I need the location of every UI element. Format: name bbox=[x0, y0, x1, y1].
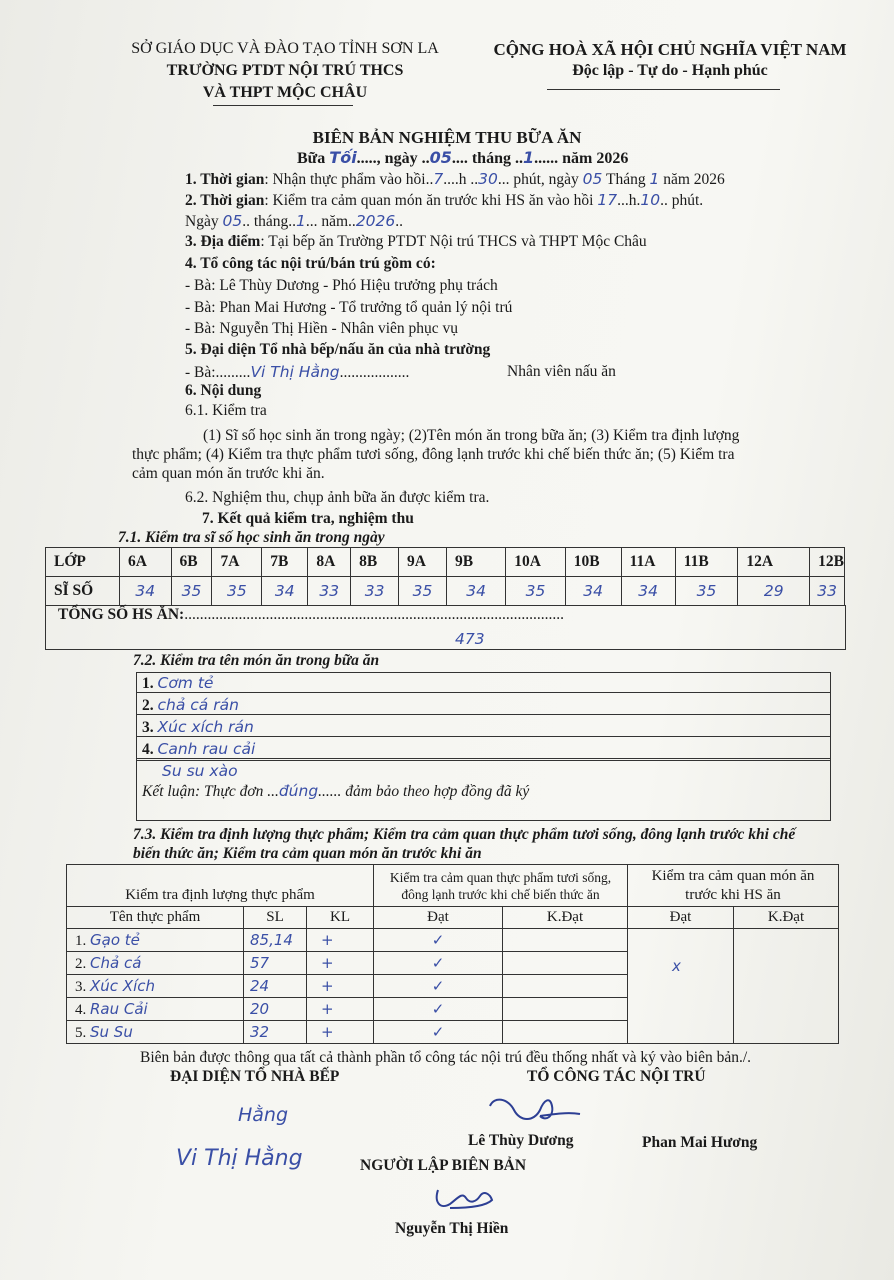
class-header: 11A bbox=[621, 548, 675, 577]
food-kl: + bbox=[307, 952, 374, 975]
class-count: 33 bbox=[308, 577, 351, 606]
board-title: TỔ CÔNG TÁC NỘI TRÚ bbox=[527, 1068, 706, 1085]
member-2: - Bà: Phan Mai Hương - Tổ trưởng tổ quản lý nội trú bbox=[185, 299, 513, 316]
section-7-1: 7.1. Kiểm tra sĩ số học sinh ăn trong ngày bbox=[118, 529, 385, 546]
food-name: 3. Xúc Xích bbox=[67, 975, 244, 998]
section-4-title: 4. Tổ công tác nội trú/bán trú gồm có: bbox=[185, 255, 436, 272]
class-header: 10B bbox=[565, 548, 621, 577]
signature-1-icon bbox=[484, 1092, 584, 1132]
food-pass: ✓ bbox=[374, 929, 503, 952]
col-name: Tên thực phẩm bbox=[67, 907, 244, 929]
food-sl: 85,14 bbox=[244, 929, 307, 952]
dish-row bbox=[136, 760, 830, 761]
class-header: 8B bbox=[351, 548, 399, 577]
food-kl: + bbox=[307, 975, 374, 998]
class-row bbox=[46, 548, 845, 577]
food-fail bbox=[503, 929, 628, 952]
dish-extra: Su su xào bbox=[162, 762, 238, 780]
col-kl: KL bbox=[307, 907, 374, 929]
meal-line: Bữa Tối....., ngày ..05.... tháng ..1...... năm 2026 bbox=[297, 148, 629, 167]
section-2-date: Ngày 05.. tháng..1... năm..2026.. bbox=[185, 212, 404, 230]
dish-row bbox=[136, 672, 830, 693]
kitchen-signature-top: Hằng bbox=[238, 1104, 289, 1126]
section-3: 3. Địa điểm: Tại bếp ăn Trường PTDT Nội trú THCS và THPT Mộc Châu bbox=[185, 233, 647, 250]
kitchen-rep-title: ĐẠI DIỆN TỔ NHÀ BẾP bbox=[170, 1068, 340, 1085]
dish-item: 4. Canh rau cải bbox=[142, 740, 256, 758]
class-header: 9B bbox=[447, 548, 506, 577]
class-header: 6B bbox=[171, 548, 212, 577]
maker-name: Nguyễn Thị Hiền bbox=[395, 1220, 509, 1237]
country-name: CỘNG HOÀ XÃ HỘI CHỦ NGHĨA VIỆT NAM bbox=[493, 40, 847, 59]
section-6-para-1: (1) Sĩ số học sinh ăn trong ngày; (2)Tên món ăn trong bữa ăn; (3) Kiểm tra định lượng bbox=[203, 427, 740, 444]
total-label: TỔNG SỐ HS ĂN:.................................................................................................. bbox=[58, 606, 564, 623]
class-header: 7A bbox=[212, 548, 262, 577]
class-header: 6A bbox=[120, 548, 171, 577]
class-count: 33 bbox=[810, 577, 845, 606]
food-name: 1. Gạo tẻ bbox=[67, 929, 244, 952]
class-count: 35 bbox=[171, 577, 212, 606]
food-kl: + bbox=[307, 998, 374, 1021]
food-kl: + bbox=[307, 1021, 374, 1044]
total-value: 473 bbox=[455, 630, 485, 648]
food-fail bbox=[503, 1021, 628, 1044]
approval-statement: Biên bản được thông qua tất cả thành phần tổ công tác nội trú đều thống nhất và ký vào biên bản./. bbox=[140, 1049, 752, 1066]
meal-month: 1 bbox=[522, 148, 535, 167]
sense-pass: x bbox=[628, 929, 734, 1044]
class-count: 29 bbox=[738, 577, 810, 606]
section-7-3-line1: 7.3. Kiểm tra định lượng thực phẩm; Kiểm tra cảm quan thực phẩm tươi sống, đông lạnh trước khi chế bbox=[133, 826, 796, 843]
class-header: 12A bbox=[738, 548, 810, 577]
dish-conclusion: Kết luận: Thực đơn ...đúng...... đảm bảo theo hợp đồng đã ký bbox=[142, 782, 530, 800]
class-header: 12B bbox=[810, 548, 845, 577]
food-sl: 32 bbox=[244, 1021, 307, 1044]
section-1: 1. Thời gian: Nhận thực phẩm vào hồi..7....h ..30... phút, ngày 05 Tháng 1 năm 2026 bbox=[185, 170, 725, 188]
fresh-header: Kiểm tra cảm quan thực phẩm tươi sống, đông lạnh trước khi chế biến thức ăn bbox=[374, 865, 628, 907]
member-3: - Bà: Nguyễn Thị Hiền - Nhân viên phục vụ bbox=[185, 320, 459, 337]
col-pass: Đạt bbox=[374, 907, 503, 929]
food-name: 5. Su Su bbox=[67, 1021, 244, 1044]
food-kl: + bbox=[307, 929, 374, 952]
section-7-3-line2: biến thức ăn; Kiểm tra cảm quan món ăn trước khi ăn bbox=[133, 845, 482, 862]
country-motto: Độc lập - Tự do - Hạnh phúc bbox=[572, 62, 768, 79]
member-1: - Bà: Lê Thùy Dương - Phó Hiệu trưởng phụ trách bbox=[185, 277, 498, 294]
dish-item: 3. Xúc xích rán bbox=[142, 718, 254, 736]
class-count-table bbox=[45, 547, 845, 606]
class-header: 11B bbox=[675, 548, 738, 577]
class-count: 35 bbox=[399, 577, 447, 606]
sense-header: Kiểm tra cảm quan món ăn trước khi HS ăn bbox=[628, 865, 839, 907]
col-sl: SL bbox=[244, 907, 307, 929]
meal-day: 05 bbox=[429, 148, 452, 167]
class-header: 8A bbox=[308, 548, 351, 577]
section-6-para-3: cảm quan món ăn trước khi ăn. bbox=[132, 465, 325, 482]
food-sl: 57 bbox=[244, 952, 307, 975]
class-header: 9A bbox=[399, 548, 447, 577]
class-count: 34 bbox=[621, 577, 675, 606]
section-7-title: 7. Kết quả kiểm tra, nghiệm thu bbox=[202, 510, 414, 527]
col-pass2: Đạt bbox=[628, 907, 734, 929]
class-count: 34 bbox=[447, 577, 506, 606]
signer-2-name: Phan Mai Hương bbox=[642, 1134, 758, 1151]
class-count: 34 bbox=[262, 577, 308, 606]
food-pass: ✓ bbox=[374, 952, 503, 975]
class-count: 33 bbox=[351, 577, 399, 606]
section-7-2: 7.2. Kiểm tra tên món ăn trong bữa ăn bbox=[133, 652, 380, 669]
class-header: 7B bbox=[262, 548, 308, 577]
school-name-2: VÀ THPT MỘC CHÂU bbox=[202, 84, 368, 101]
class-count: 35 bbox=[675, 577, 738, 606]
food-pass: ✓ bbox=[374, 998, 503, 1021]
dish-item: 1. Cơm tẻ bbox=[142, 674, 214, 692]
kitchen-rep-name: Vi Thị Hằng bbox=[250, 363, 340, 381]
food-name: 4. Rau Cải bbox=[67, 998, 244, 1021]
document-title: BIÊN BẢN NGHIỆM THU BỮA ĂN bbox=[312, 128, 582, 147]
class-count: 34 bbox=[120, 577, 171, 606]
section-5-title: 5. Đại diện Tổ nhà bếp/nấu ăn của nhà trường bbox=[185, 341, 491, 358]
signer-1-name: Lê Thùy Dương bbox=[468, 1132, 574, 1149]
kitchen-rep-line: - Bà:.........Vi Thị Hằng.................. bbox=[185, 363, 410, 381]
class-header: 10A bbox=[506, 548, 565, 577]
dish-row bbox=[136, 694, 830, 715]
col-fail: K.Đạt bbox=[503, 907, 628, 929]
sense-fail bbox=[734, 929, 839, 1044]
kitchen-signature-name: Vi Thị Hằng bbox=[176, 1146, 303, 1171]
header-right-rule bbox=[547, 89, 780, 90]
header-left-rule bbox=[213, 105, 353, 106]
section-6-title: 6. Nội dung bbox=[185, 382, 262, 399]
class-count: 35 bbox=[212, 577, 262, 606]
food-sl: 24 bbox=[244, 975, 307, 998]
food-sl: 20 bbox=[244, 998, 307, 1021]
school-name-1: TRƯỜNG PTDT NỘI TRÚ THCS bbox=[166, 62, 404, 79]
food-row bbox=[67, 929, 839, 952]
maker-title: NGƯỜI LẬP BIÊN BẢN bbox=[360, 1157, 527, 1174]
col-fail2: K.Đạt bbox=[734, 907, 839, 929]
food-fail bbox=[503, 952, 628, 975]
food-pass: ✓ bbox=[374, 1021, 503, 1044]
signature-3-icon bbox=[430, 1180, 510, 1216]
count-row bbox=[46, 577, 845, 606]
food-name: 2. Chả cá bbox=[67, 952, 244, 975]
food-pass: ✓ bbox=[374, 975, 503, 998]
food-fail bbox=[503, 998, 628, 1021]
food-fail bbox=[503, 975, 628, 998]
section-6-2: 6.2. Nghiệm thu, chụp ảnh bữa ăn được kiểm tra. bbox=[185, 489, 490, 506]
quant-header: Kiểm tra định lượng thực phẩm bbox=[67, 865, 374, 907]
class-row-label: LỚP bbox=[46, 548, 120, 577]
dept-name: SỞ GIÁO DỤC VÀ ĐÀO TẠO TỈNH SƠN LA bbox=[131, 40, 439, 57]
section-6-para-2: thực phẩm; (4) Kiểm tra thực phẩm tươi sống, đông lạnh trước khi chế biến thức ăn; (5) Kiểm tra bbox=[132, 446, 735, 463]
meal-value: Tối bbox=[329, 148, 357, 167]
count-row-label: SĨ SỐ bbox=[46, 577, 120, 606]
food-inspection-table bbox=[66, 864, 839, 1044]
class-count: 34 bbox=[565, 577, 621, 606]
section-2: 2. Thời gian: Kiểm tra cảm quan món ăn trước khi HS ăn vào hồi 17...h.10.. phút. bbox=[185, 191, 704, 209]
dish-item: 2. chả cá rán bbox=[142, 696, 239, 714]
class-count: 35 bbox=[506, 577, 565, 606]
section-6-1: 6.1. Kiểm tra bbox=[185, 402, 267, 419]
kitchen-rep-role: Nhân viên nấu ăn bbox=[507, 363, 616, 380]
